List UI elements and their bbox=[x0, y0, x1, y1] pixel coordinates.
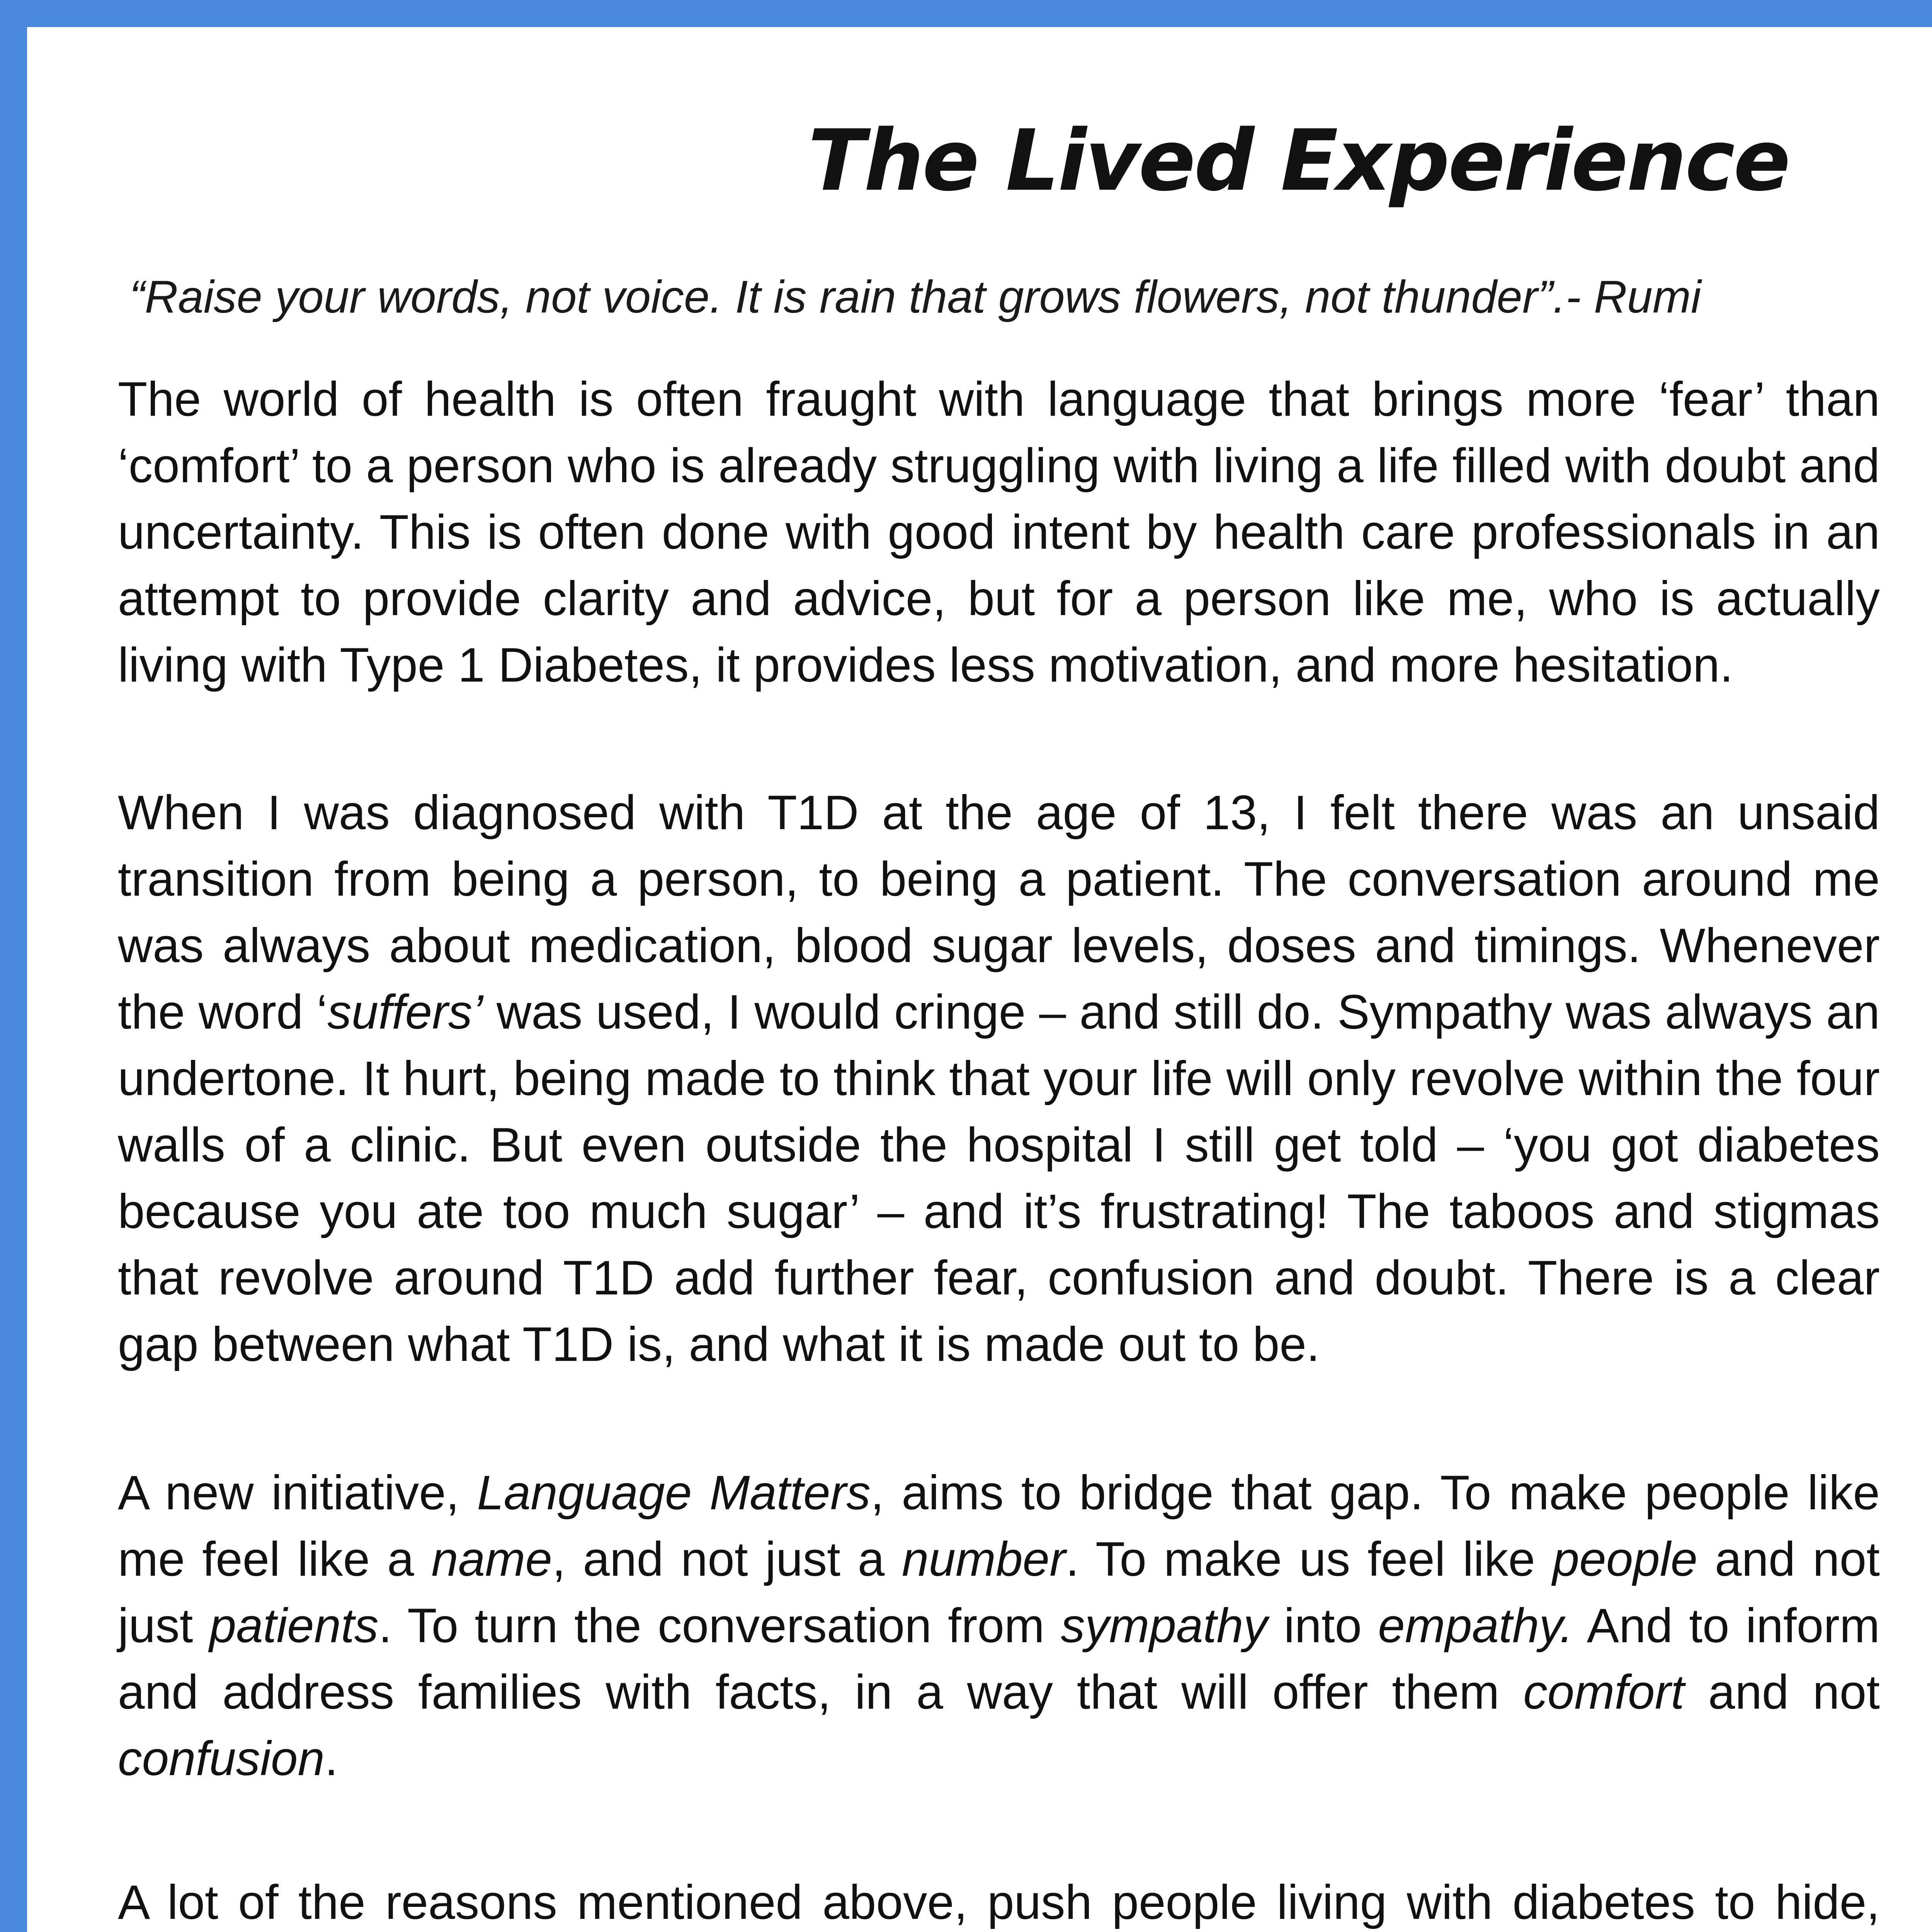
page-title: The Lived Experience bbox=[808, 112, 1789, 210]
paragraph-3 bbox=[118, 1460, 1880, 1792]
p3-text: , aims to bridge that gap. To make people like me feel like a bbox=[118, 1466, 1880, 1586]
p3-text: And to inform and address families with facts, in a way that will offer them bbox=[118, 1599, 1880, 1719]
p3-emphasis: confusion bbox=[118, 1732, 325, 1786]
p4-text: A lot of the reasons mentioned above, push people living with diabetes to hide, bbox=[118, 1876, 1880, 1929]
p3-emphasis: number bbox=[902, 1532, 1066, 1586]
p3-emphasis: sympathy bbox=[1061, 1599, 1268, 1653]
p3-text: A new initiative, bbox=[118, 1466, 477, 1520]
p3-text: , and not just a bbox=[552, 1532, 902, 1586]
p3-emphasis: Language Matters bbox=[477, 1466, 871, 1520]
p3-text: into bbox=[1267, 1599, 1378, 1653]
p3-text: . bbox=[325, 1732, 338, 1786]
p3-emphasis: empathy. bbox=[1378, 1599, 1573, 1653]
p3-emphasis: people bbox=[1552, 1532, 1698, 1586]
paragraph-1: The world of health is often fraught with language that brings more ‘fear’ than ‘comfort’ to a person who is already struggling with living a life filled with doubt and uncertainty. This is often done with good intent by health care professionals in an attempt to provide clarity and advice, but for a person like me, who is actually living with Type 1 Diabetes, it provides less motivation, and more hesitation. bbox=[118, 372, 1880, 692]
paragraph-2-emphasis: suffers’ bbox=[327, 985, 483, 1039]
p3-emphasis: patients bbox=[209, 1599, 379, 1653]
paragraph-2-text-a: When I was diagnosed with T1D at the age of 13, I felt there was an unsaid transition from being a person, to being a patient. The conversation around me was always about medication, blood sugar levels, doses and timings. Whenever the word ‘ bbox=[118, 786, 1880, 1039]
rumi-quote: “Raise your words, not voice. It is rain that grows flowers, not thunder”.- Rumi bbox=[129, 271, 1701, 323]
p3-text: . To make us feel like bbox=[1065, 1532, 1553, 1586]
p3-text: and not bbox=[1684, 1665, 1880, 1719]
p3-emphasis: name bbox=[431, 1532, 553, 1586]
paragraph-2 bbox=[118, 780, 1880, 1378]
paragraph-4 bbox=[118, 1869, 1880, 1932]
p3-text: . To turn the conversation from bbox=[378, 1599, 1061, 1653]
p3-text: and not just bbox=[118, 1532, 1880, 1653]
paragraph-2-text-c: was used, I would cringe – and still do. Sympathy was always an undertone. It hurt, being made to think that your life will only revolve within the four walls of a clinic. But even outside the hospital I still get told – ‘you got diabetes because you ate too much sugar’ – and it’s frustrating! The taboos and stigmas that revolve around T1D add further fear, confusion and doubt. There is a clear gap between what T1D is, and what it is made out to be. bbox=[118, 985, 1880, 1371]
p3-emphasis: comfort bbox=[1523, 1665, 1684, 1719]
